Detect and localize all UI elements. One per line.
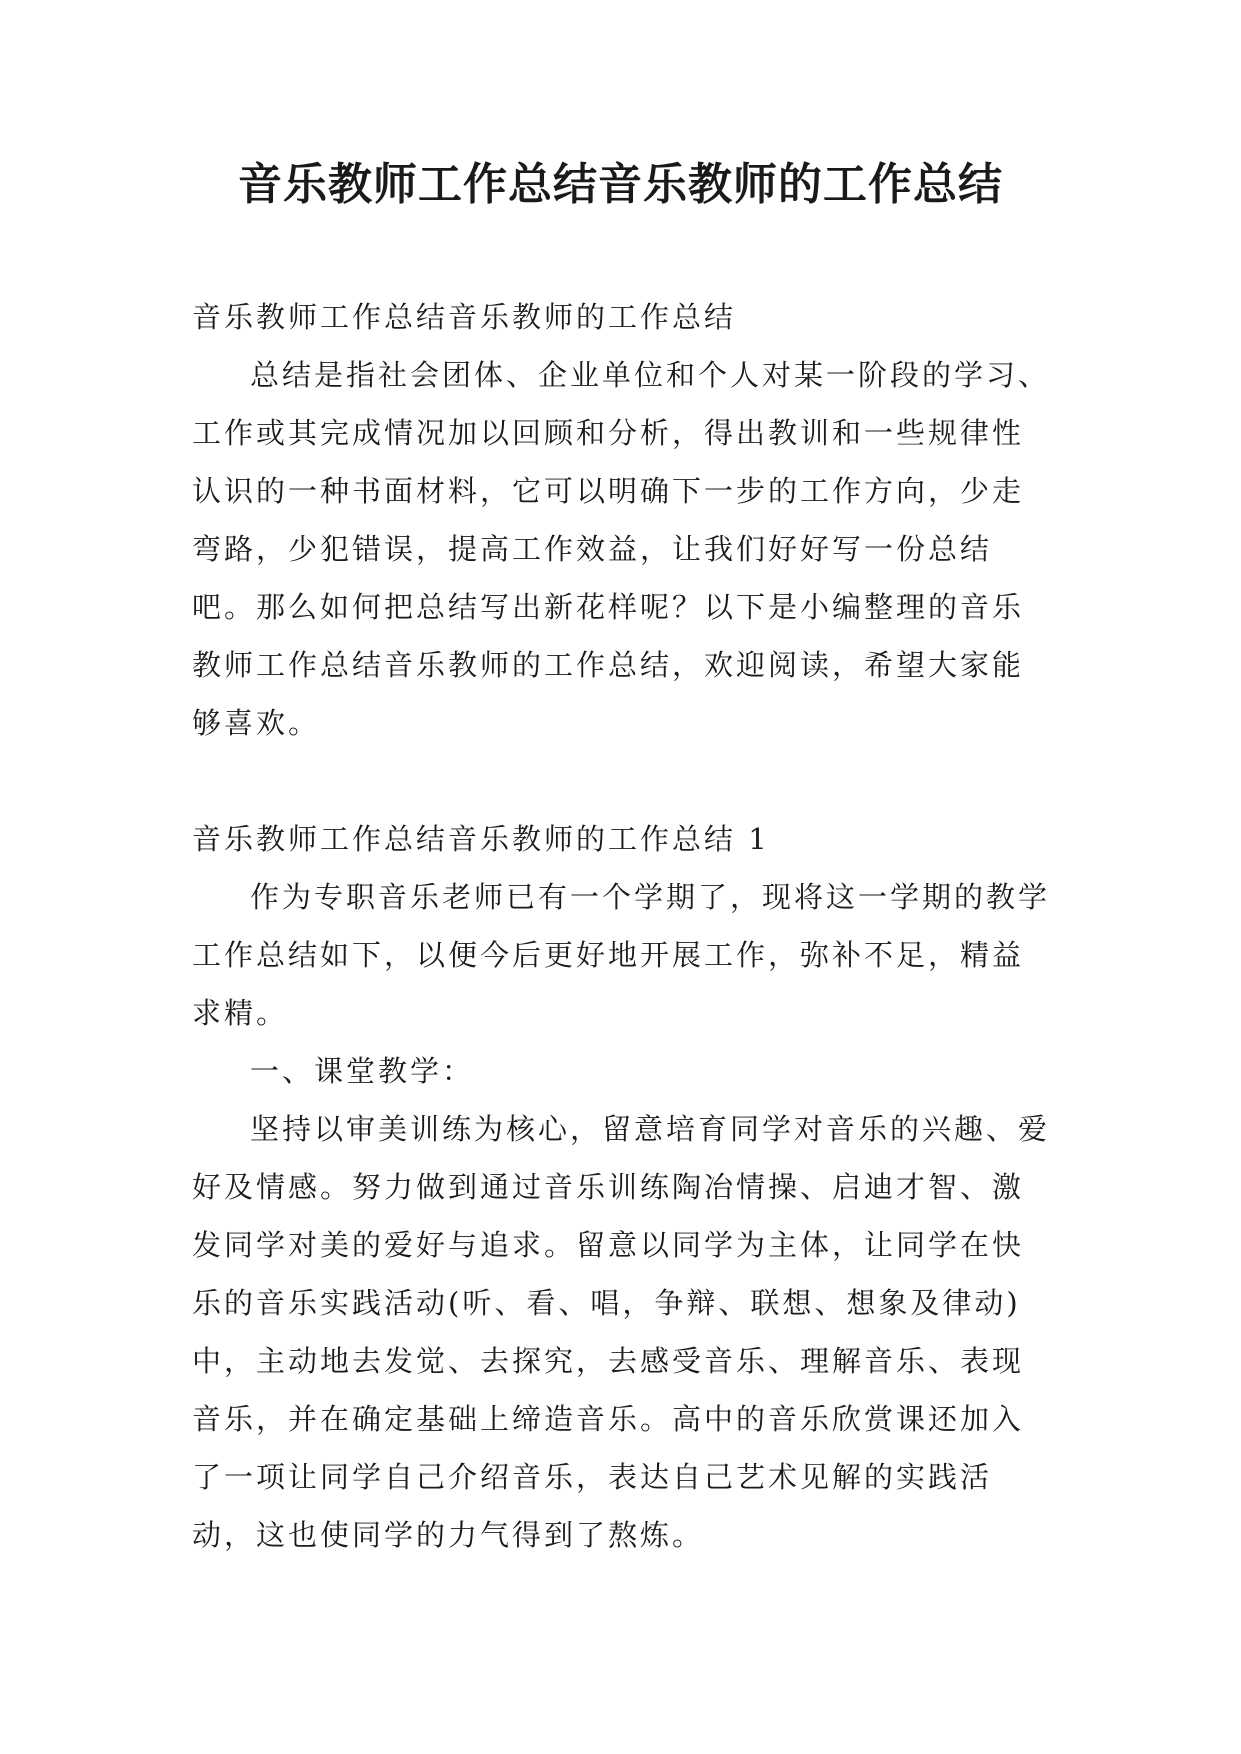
intro-paragraph: 总结是指社会团体、企业单位和个人对某一阶段的学习、工作或其完成情况加以回顾和分析，得出教训和一些规律性认识的一种书面材料，它可以明确下一步的工作方向，少走弯路，少犯错误，提高工作效益，让我们好好写一份总结吧。那么如何把总结写出新花样呢？以下是小编整理的音乐教师工作总结音乐教师的工作总结，欢迎阅读，希望大家能够喜欢。 (192, 358, 1051, 740)
paragraph-spacer (192, 752, 1052, 810)
document-body (192, 288, 1052, 1564)
section-heading: 音乐教师工作总结音乐教师的工作总结 1 (192, 822, 770, 856)
document-title: 音乐教师工作总结音乐教师的工作总结 (238, 159, 1003, 210)
subsection-paragraph: 坚持以审美训练为核心，留意培育同学对音乐的兴趣、爱好及情感。努力做到通过音乐训练陶冶情操、启迪才智、激发同学对美的爱好与追求。留意以同学为主体，让同学在快乐的音乐实践活动(听、看、唱，争辩、联想、想象及律动)中，主动地去发觉、去探究，去感受音乐、理解音乐、表现音乐，并在确定基础上缔造音乐。高中的音乐欣赏课还加入了一项让同学自己介绍音乐，表达自己艺术见解的实践活动，这也使同学的力气得到了熬炼。 (192, 1112, 1051, 1552)
document-subtitle: 音乐教师工作总结音乐教师的工作总结 (192, 300, 737, 334)
section-paragraph: 作为专职音乐老师已有一个学期了，现将这一学期的教学工作总结如下，以便今后更好地开展工作，弥补不足，精益求精。 (192, 880, 1051, 1030)
subsection-heading: 一、课堂教学： (250, 1054, 475, 1088)
